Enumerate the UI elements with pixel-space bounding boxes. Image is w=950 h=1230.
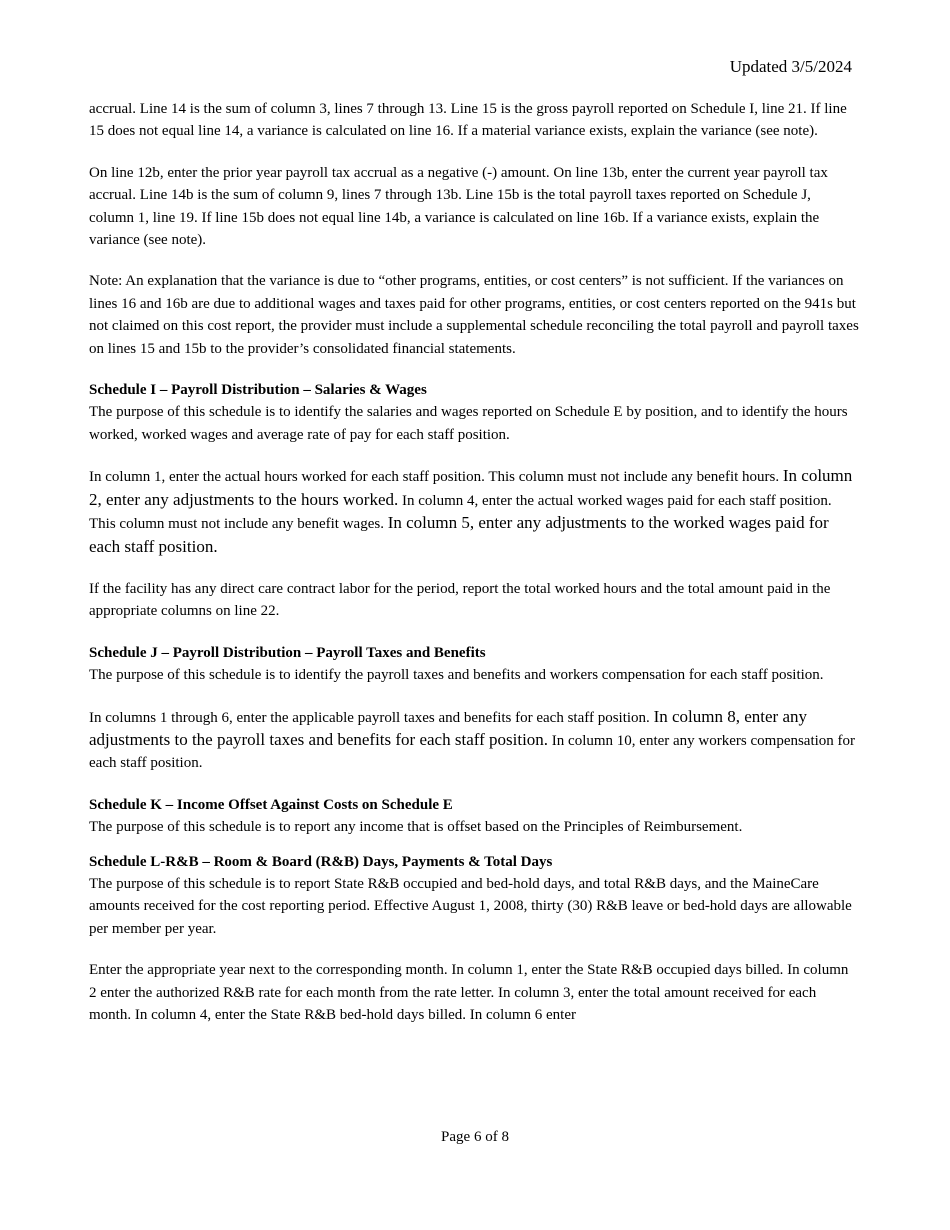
schedule-k-heading: Schedule K – Income Offset Against Costs on Schedule E: [89, 796, 453, 813]
schedule-i-col4-text: In column 4, enter the actual worked wages paid for each staff position. This column must not include any benefit wages.: [89, 492, 832, 533]
schedule-j-columns-paragraph: [89, 706, 859, 775]
schedule-j-cols1to6-text: In columns 1 through 6, enter the applicable payroll taxes and benefits for each staff position.: [89, 709, 654, 726]
schedule-i-purpose: The purpose of this schedule is to identify the salaries and wages reported on Schedule E by position, and to identify the hours worked, worked wages and average rate of pay for each staff position.: [89, 404, 848, 443]
schedule-k-purpose: The purpose of this schedule is to report any income that is offset based on the Principles of Reimbursement.: [89, 819, 743, 836]
paragraph-spacer: [89, 143, 859, 162]
schedule-j-col8-text: In column 8, enter any adjustments to the payroll taxes and benefits for each staff position.: [89, 706, 807, 749]
schedule-i-col5-text: In column 5, enter any adjustments to the worked wages paid for each staff position.: [89, 513, 829, 556]
paragraph-spacer: [89, 360, 859, 379]
schedule-l-columns-paragraph: Enter the appropriate year next to the corresponding month. In column 1, enter the State R&B occupied days billed. In column 2 enter the authorized R&B rate for each month from the rate letter. In column 3, enter the total amount received for each month. In column 4, enter the State R&B bed-hold days billed. In column 6 enter: [89, 962, 849, 1023]
paragraph-spacer: [89, 839, 859, 851]
schedule-i-columns-paragraph: [89, 465, 859, 559]
paragraph-spacer: [89, 940, 859, 959]
paragraph-note: Note: An explanation that the variance is due to “other programs, entities, or cost centers” is not sufficient. If the variances on lines 16 and 16b are due to additional wages and taxes paid for other programs, entities, or cost centers reported on the 941s but not claimed on this cost report, the provider must include a supplemental schedule reconciling the total payroll and payroll taxes on lines 15 and 15b to the provider’s consolidated financial statements.: [89, 273, 859, 357]
schedule-j-purpose: The purpose of this schedule is to identify the payroll taxes and benefits and workers compensation for each staff position.: [89, 667, 824, 684]
schedule-i-section: [89, 379, 859, 623]
schedule-l-purpose: The purpose of this schedule is to report State R&B occupied and bed-hold days, and total R&B days, and the MaineCare amounts received for the cost reporting period. Effective August 1, 2008, thirty (30) R&B leave or bed-hold days are allowable per member per year.: [89, 875, 852, 937]
paragraph-accrual-continuation: accrual. Line 14 is the sum of column 3, lines 7 through 13. Line 15 is the gross payroll reported on Schedule I, line 21. If line 15 does not equal line 14, a variance is calculated on line 16. If a material variance exists, explain the variance (see note).: [89, 101, 847, 140]
schedule-j-col10-text: In column 10, enter any workers compensation for each staff position.: [89, 732, 856, 772]
schedule-l-heading: Schedule L-R&B – Room & Board (R&B) Days, Payments & Total Days: [89, 853, 553, 870]
paragraph-spacer: [89, 251, 859, 270]
paragraph-line-12b: On line 12b, enter the prior year payroll tax accrual as a negative (-) amount. On line 13b, enter the current year payroll tax accrual. Line 14b is the sum of column 9, lines 7 through 13b. Line 15b is the total payroll taxes reported on Schedule J, column 1, line 19. If line 15b does not equal line 14b, a variance is calculated on line 16b. If a variance exists, explain the variance (see note).: [89, 164, 828, 249]
schedule-i-heading: Schedule I – Payroll Distribution – Salaries & Wages: [89, 382, 427, 399]
schedule-i-col2-text: In column 2, enter any adjustments to the hours worked.: [89, 466, 853, 509]
document-body: [89, 98, 859, 1026]
schedule-k-section: [89, 794, 859, 839]
updated-date: Updated 3/5/2024: [729, 57, 852, 76]
paragraph-spacer: [89, 446, 859, 465]
paragraph-spacer: [89, 623, 859, 642]
schedule-i-contract-labor: If the facility has any direct care contract labor for the period, report the total worked hours and the total amount paid in the appropriate columns on line 22.: [89, 580, 831, 620]
paragraph-spacer: [89, 687, 859, 706]
schedule-j-heading: Schedule J – Payroll Distribution – Payroll Taxes and Benefits: [89, 644, 486, 661]
page-number: Page 6 of 8: [441, 1129, 509, 1145]
schedule-l-section: [89, 851, 859, 1027]
paragraph-spacer: [89, 775, 859, 794]
paragraph-spacer: [89, 559, 859, 578]
schedule-j-section: [89, 642, 859, 775]
schedule-i-col1-text: In column 1, enter the actual hours worked for each staff position. This column must not include any benefit hours.: [89, 469, 783, 486]
